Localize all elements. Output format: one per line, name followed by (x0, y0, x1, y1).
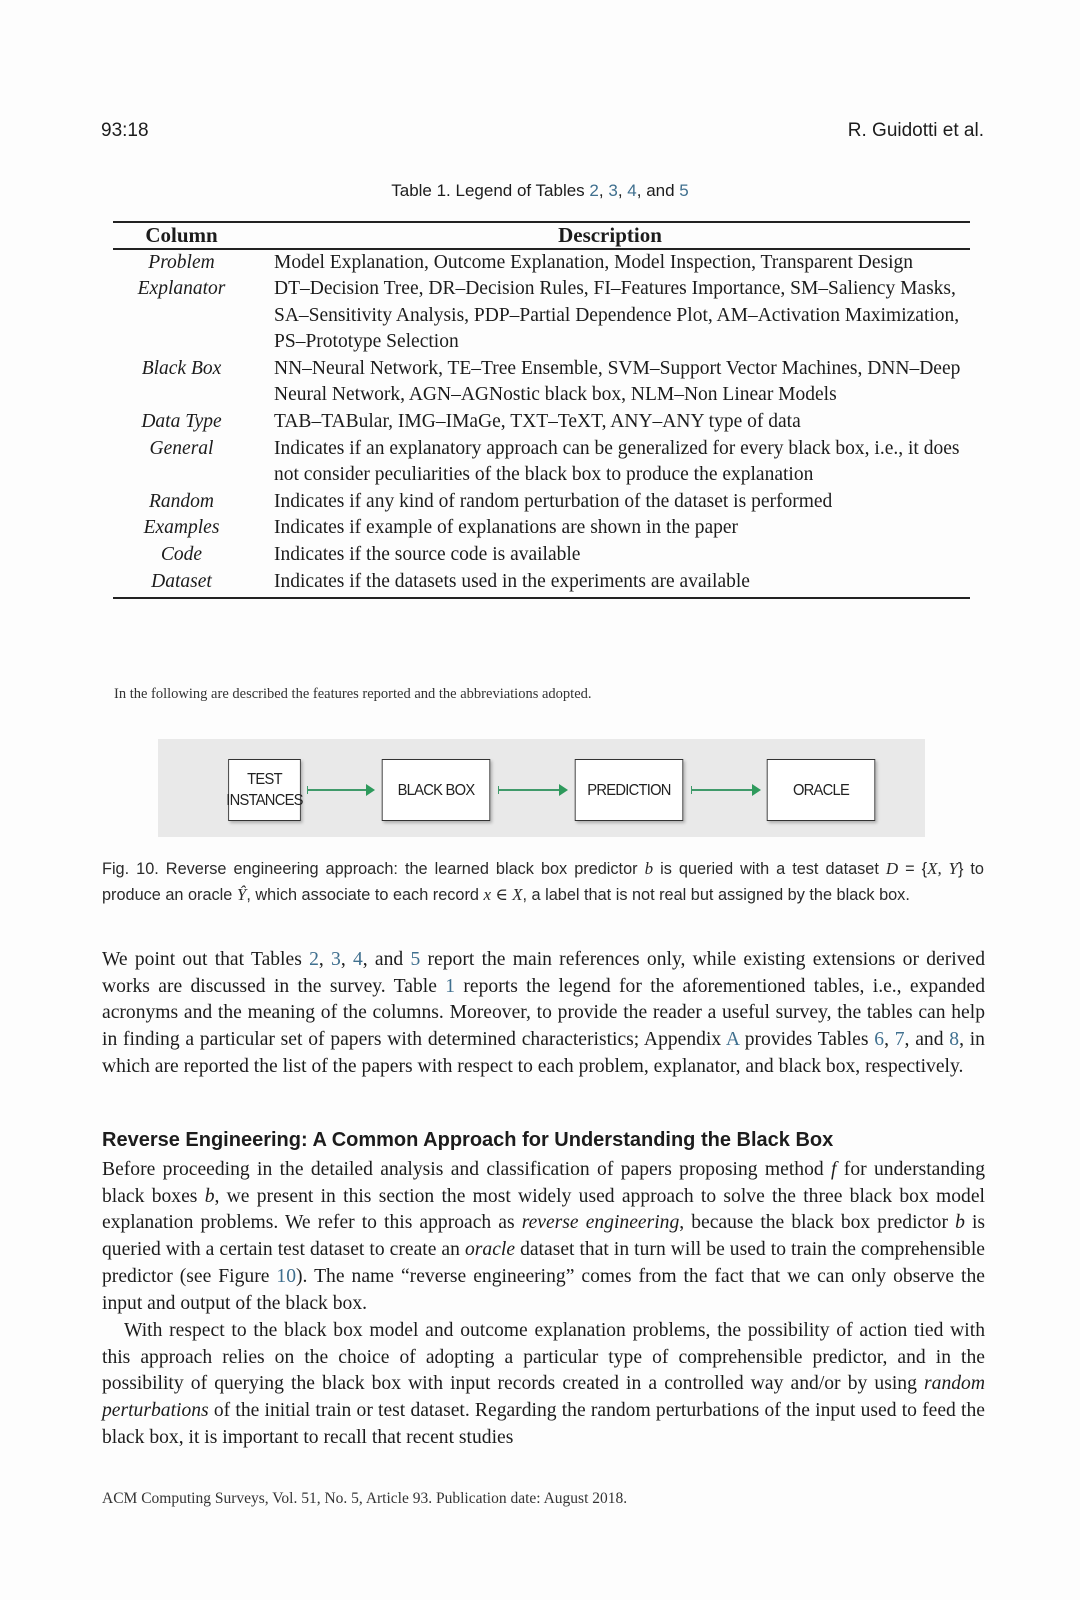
figure-label: Fig. 10. (102, 860, 159, 878)
node-oracle (767, 759, 876, 821)
node-test-instances (228, 759, 301, 821)
table-row (113, 542, 970, 569)
table-ref-link[interactable]: 1 (445, 975, 456, 997)
arrow-right-icon (498, 789, 560, 791)
section-heading: Reverse Engineering: A Common Approach for Understanding the Black Box (102, 1129, 834, 1151)
arrow-right-icon (307, 789, 367, 791)
table-ref-link[interactable]: 5 (410, 949, 421, 970)
table-row (113, 250, 970, 277)
legend-table (113, 221, 970, 599)
table-row (113, 276, 970, 356)
table-ref-link[interactable]: 8 (949, 1029, 960, 1051)
row-description: TAB–TABular, IMG–IMaGe, TXT–TeXT, ANY–ANY type of data (274, 411, 801, 433)
arrow-right-icon (691, 789, 753, 791)
figure-ref-link[interactable]: 10 (276, 1265, 297, 1287)
table-row (113, 409, 970, 436)
table-ref-link[interactable]: 3 (608, 181, 618, 200)
table-row (113, 489, 970, 516)
node-black-box (382, 759, 491, 821)
row-description: Indicates if example of explanations are shown in the paper (274, 517, 739, 539)
table-bottom-rule (113, 597, 970, 599)
table-ref-link[interactable]: 4 (352, 949, 363, 970)
column-header-column: Column (145, 223, 218, 247)
row-label: General (149, 437, 214, 459)
table-ref-link[interactable]: 7 (894, 1029, 905, 1051)
node-label: BLACK BOX (397, 781, 475, 799)
table-header-row (113, 223, 970, 248)
table-ref-link[interactable]: 2 (309, 949, 319, 970)
page-number: 93:18 (101, 120, 149, 141)
reverse-engineering-diagram (158, 739, 925, 837)
row-description: Indicates if the datasets used in the experiments are available (274, 570, 750, 592)
row-description: DT–Decision Tree, DR–Decision Rules, FI–Features Importance, SM–Saliency Masks, SA–Sensitivity Analysis, PDP–Partial Dependence Plot, AM–Activation Maximization, PS–Prototype Selection (274, 278, 960, 353)
node-label: INSTANCES (226, 792, 303, 809)
row-label: Explanator (137, 278, 226, 300)
node-label: ORACLE (792, 781, 850, 799)
node-prediction (575, 759, 684, 821)
table-caption-and: and (646, 181, 675, 200)
node-label: TEST (247, 771, 282, 788)
table-ref-link[interactable]: 5 (679, 181, 689, 200)
table-ref-link[interactable]: 4 (627, 181, 637, 200)
table-caption-text: Table 1. Legend of Tables (391, 181, 590, 200)
figure-caption: Fig. 10. Reverse engineering approach: the learned black box predictor b is queried with a test dataset D = {X, Y} to produce an oracle Ŷ, which associate to each record x ∈ X, a label that is not real but assigned by the black box. (102, 859, 984, 904)
row-description: NN–Neural Network, TE–Tree Ensemble, SVM–Support Vector Machines, DNN–Deep Neural Network, AGN–AGNostic black box, NLM–Non Linear Models (274, 357, 961, 406)
row-description: Indicates if an explanatory approach can be generalized for every black box, i.e., it does not consider peculiarities of the black box to produce the explanation (274, 437, 960, 486)
table-ref-link[interactable]: 2 (589, 181, 599, 200)
running-head-authors: R. Guidotti et al. (847, 120, 984, 141)
table-row (113, 356, 970, 409)
table-caption: Table 1. Legend of Tables 2, 3, 4, and 5 (391, 181, 689, 200)
table-row (113, 569, 970, 596)
table-ref-link[interactable]: 3 (331, 949, 341, 970)
paragraph: With respect to the black box model and outcome explanation problems, the possibility of action tied with this approach relies on the choice of adopting a particular type of comprehensible predictor, and in the possibility of querying the black box with input records created in a controlled way and/or by using random perturbations of the initial train or test dataset. Regarding the random perturbations of the input used to feed the black box, it is important to recall that recent studies (102, 1320, 985, 1448)
table-ref-link[interactable]: 6 (874, 1029, 885, 1051)
row-label: Problem (148, 251, 215, 273)
row-description: Model Explanation, Outcome Explanation, Model Inspection, Transparent Design (274, 251, 914, 273)
row-label: Code (160, 544, 203, 566)
paragraph: Before proceeding in the detailed analysis and classification of papers proposing method f for understanding black boxes b, we present in this section the most widely used approach to solve the three black box model explanation problems. We refer to this approach as reverse engineering, because the black box predictor b is queried with a certain test dataset to create an oracle dataset that in turn will be used to train the comprehensible predictor (see Figure 10). The name “reverse engineering” comes from the fact that we can only observe the input and output of the black box. (102, 1159, 986, 1314)
row-description: Indicates if any kind of random perturbation of the dataset is performed (274, 490, 833, 512)
appendix-ref-link[interactable]: A (725, 1029, 739, 1051)
page-footer: ACM Computing Surveys, Vol. 51, No. 5, Article 93. Publication date: August 2018. (102, 1490, 628, 1507)
column-header-description: Description (558, 223, 662, 247)
row-label: Black Box (141, 357, 222, 379)
row-label: Dataset (151, 570, 212, 592)
table-row (113, 436, 970, 489)
table-row (113, 515, 970, 542)
row-description: Indicates if the source code is available (274, 544, 581, 566)
row-label: Examples (143, 517, 220, 539)
row-label: Data Type (141, 411, 222, 433)
paragraph: We point out that Tables 2, 3, 4, and 5 report the main references only, while existing extensions or derived works are discussed in the survey. Table 1 reports the legend for the aforementioned tables, i.e., expanded acronyms and the meaning of the columns. Moreover, to provide the reader a useful survey, the tables can help in finding a particular set of papers with determined characteristics; Appendix A provides Tables 6, 7, and 8, in which are reported the list of the papers with respect to each problem, explanator, and black box, respectively. (102, 949, 986, 1077)
table-body (113, 250, 970, 598)
row-label: Random (149, 490, 214, 512)
node-label: PREDICTION (587, 781, 671, 799)
table-footnote: In the following are described the features reported and the abbreviations adopted. (114, 686, 592, 702)
